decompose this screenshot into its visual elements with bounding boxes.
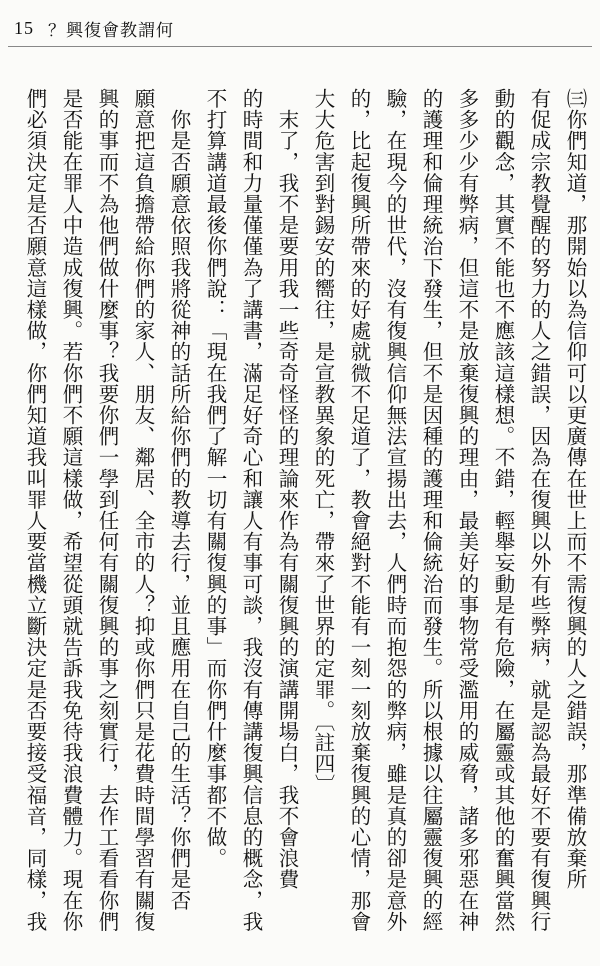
page-body [10, 88, 588, 956]
text-line: 多多少少有弊病，但這不是放棄復興的理由，最美好的事物常受濫用的威脅，諸多邪惡在神 [455, 88, 479, 932]
running-title: ？興復會教謂何 [48, 20, 174, 41]
text-line: 驗，在現今的世代，沒有復興信仰無法宣揚出去，人們時而抱怨的弊病，雖是真的卻是意外 [383, 88, 407, 932]
text-line: 的時間和力量僅僅為了講書，滿足好奇心和讓人有事可談，我沒有傳講復興信息的概念，我 [239, 88, 263, 932]
text-line: 們必須決定是否願意這樣做，你們知道我叫罪人要當機立斷決定是否要接受福音，同樣，我 [23, 88, 47, 932]
text-line: 是否能在罪人中造成復興。若你們不願這樣做，希望從頭就告訴我免待我浪費體力。現在你 [59, 88, 83, 932]
text-line: 你是否願意依照我將從神的話所給你們的教導去行，並且應用在自己的生活？你們是否 [167, 88, 191, 911]
text-line: 的護理和倫理統治下發生，但不是因種的護理和倫統治而發生。所以根據以往屬靈復興的經 [419, 88, 443, 932]
text-line: 大大危害到對錫安的嚮往，是宣教異象的死亡，帶來了世界的定罪。〔註四〕 [311, 88, 335, 796]
text-line: 不打算講道最後你們說：「現在我們了解一切有關復興的事」而你們什麼事都不做。 [203, 88, 227, 869]
text-line: 的，比起復興所帶來的好處就微不足道了，教會絕對不能有一刻一刻放棄復興的心情，那會 [347, 88, 371, 932]
text-line: 動的觀念，其實不能也不應該這樣想。不錯，輕舉妄動是有危險，在屬靈或其他的奮興當然 [491, 88, 515, 932]
text-line: 興的事而不為他們做什麼事？我要你們一學到任何有關復興的事之刻實行，去作工看看你們 [95, 88, 119, 932]
page-header [14, 14, 174, 42]
header-rule [8, 46, 592, 47]
text-line: ㈢你們知道，那開始以為信仰可以更廣傳在世上而不需復興的人之錯誤，那準備放棄所 [563, 88, 587, 890]
text-line: 願意把這負擔帶給你們的家人、朋友、鄰居、全市的人？抑或你們只是花費時間學習有關復 [131, 88, 155, 932]
text-line: 有促成宗教覺醒的努力的人之錯誤，因為在復興以外有些弊病，就是認為最好不要有復興行 [527, 88, 551, 932]
text-line: 末了，我不是要用我一些奇奇怪怪的理論來作為有關復興的演講開場白，我不會浪費 [275, 88, 299, 890]
page-number: 15 [14, 17, 34, 38]
